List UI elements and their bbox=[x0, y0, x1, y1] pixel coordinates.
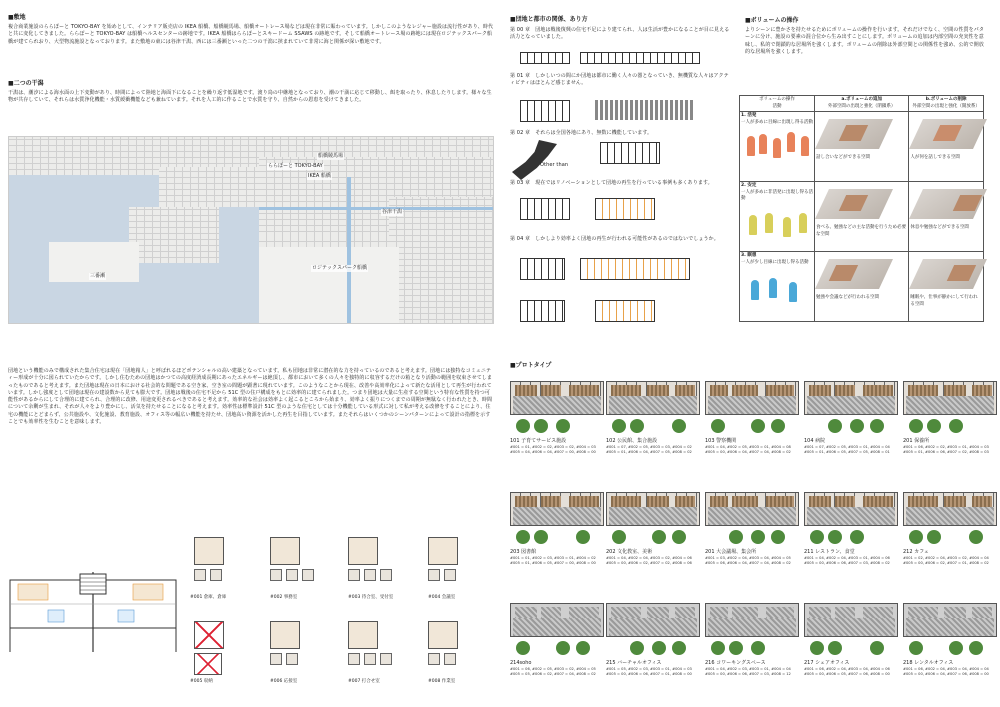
proto-name: 216 コワーキングスペース bbox=[705, 660, 766, 666]
proto-trees bbox=[804, 526, 898, 548]
vol-row-b: 人が何を話しできる空間 bbox=[910, 155, 960, 161]
room-catalog bbox=[190, 535, 490, 700]
room-label: #005 収納 bbox=[190, 679, 213, 684]
vol-row-desc: 一人が多めに非活発に出現し得る活動 bbox=[741, 189, 813, 202]
proto-card[interactable] bbox=[903, 603, 997, 677]
proto-card[interactable] bbox=[510, 381, 604, 455]
proto-name: 103 警察機関 bbox=[705, 438, 737, 444]
diagram-00-b bbox=[580, 52, 700, 64]
chapter-02: 第 02 章 それらは全国各地にあり、無数に機能しています。 bbox=[510, 130, 653, 136]
tidal-heading: ■二つの干潟 bbox=[8, 80, 44, 87]
proto-plan bbox=[903, 381, 997, 415]
site-body: 複合商業施設のららぽーと TOKYO-BAY を始めとして、インテリア販売店の IKEA 船橋、船橋競馬場、船橋オートレース場などは現在非常に賑わっています。しかしこのようなレジャー施設は流行性があり、時代と共に変化してきました。ららぽーと TOKYO-BAY は船橋ヘルスセンターの跡地です。IKEA 船橋はららぽーとスキードーム SSAWS の跡地です。そして船橋オートレース場の跡地には現在ロジテックスパーク船橋が建てられおり、大型物流施設となっております。また敷地の東には谷津干潟、西には三番瀬といった二つの干潟に挟まれていて非常に海と関係が深い敷地です。 bbox=[8, 24, 494, 45]
chapter-01: 第 01 章 しかしいつの間にか団地は都市に働く人々の器となっていき、無機質な人々はアクティビティはほとんど感じません。 bbox=[510, 73, 729, 87]
proto-card[interactable] bbox=[705, 381, 799, 455]
vol-row-desc: 一人が少し目線に出現し得る活動 bbox=[741, 259, 809, 265]
proto-name: 203 図書館 bbox=[510, 549, 537, 555]
proto-card[interactable] bbox=[705, 603, 799, 677]
proto-plan bbox=[705, 381, 799, 415]
proto-plan bbox=[510, 603, 604, 637]
proto-plan bbox=[510, 381, 604, 415]
vol-row-name: 2. 安定 bbox=[741, 183, 757, 189]
proto-trees bbox=[804, 415, 898, 437]
proto-name: 215 バーチャルオフィス bbox=[606, 660, 662, 666]
chapter-03: 第 03 章 現在ではリノベーションとして団地の再生を行っている事例も多くあります。 bbox=[510, 180, 713, 186]
map-label-racecourse: 船橋競馬場 bbox=[318, 153, 344, 159]
volume-table bbox=[739, 95, 984, 322]
vol-row-a: 勉強や会議などが行われる空間 bbox=[816, 295, 879, 301]
proto-meta: #001 = 04, #002 = 03, #003 = 01, #004 = 04 #005 = 00, #006 = 06, #007 = 03, #008 = 12 bbox=[705, 667, 791, 676]
vol-row-name: 3. 瞑想 bbox=[741, 253, 757, 259]
proto-name: 217 シェアオフィス bbox=[804, 660, 850, 666]
vol-head-activity: 活動 bbox=[772, 103, 782, 109]
proto-trees bbox=[510, 637, 604, 659]
proto-trees bbox=[705, 415, 799, 437]
vol-row-a: 食べる、勉強などの主な活動を行うため必要な空間 bbox=[816, 225, 906, 237]
room-label: #008 作業室 bbox=[428, 679, 456, 684]
proto-trees bbox=[606, 637, 700, 659]
proto-name: 218 レンタルオフィス bbox=[903, 660, 954, 666]
proto-card[interactable] bbox=[804, 603, 898, 677]
site-heading: ■敷地 bbox=[8, 14, 26, 21]
proto-meta: #001 = 01, #002 = 03, #003 = 01, #004 = 02 #005 = 01, #006 = 05, #007 = 00, #008 = 00 bbox=[510, 556, 596, 565]
vol-row-2 bbox=[740, 182, 984, 252]
diagram-03-b bbox=[595, 198, 655, 220]
room-label: #002 事務室 bbox=[270, 595, 298, 600]
danchi-body: 団地という機能のみで構成された集合住宅は現在「団地箱人」と呼ばれるほどポテンシャルの高い建築となっています。私も団地は非常に潜在的な力を持っているのであると考えます。団地には独特なコミュニティー形成が十分に図られていたからです。しかし住むための団地はかつての高度経済成長期にあったエネルギーは絶頂し、都市において多くの人々を独特的に収容するだけの箱となり活動の範囲を収束させてしまったものであると考えます。また団地は現在の日本における社会的な問題である空き家、空き室の問題が顕著に現れています。このようなことから現在、改善や高効率化によって新たな活用として再生が行われています。しかし強度として団地は現在の建設数から見ても膨大です。団地は戦後の住宅不足から 51C 型の住戸構成をもとに効率的に建てられました。つまり団地は大量に生産する空間という特有な性質を持つ可能性があるからにして合理的に建てられ、合理的に改修、用途変更されるべきであると考えます。効率的な社会は効率よく起こるところから始まり、効率よく振りにつくまでの周期が無駄なく行われたとき、時間について余剰が生まれ、それが人々をより豊かにし、活気を持たせることになると考えます。効率性は標準設計 51C 型のような住宅としては十分機能している形式に対して私が考える改修をすることにより、住宅の機能にとどまらず、公共施設や、文化施設、教育施設、オフィス等の幅広い機能を持たせ、団地高い資源を活かした再生を目指しています。またそれらはいくつかのシーンパターンによって設計の指標を示すことでも効率性を生むことを意味します。 bbox=[8, 368, 493, 425]
proto-trees bbox=[804, 637, 898, 659]
proto-card[interactable] bbox=[510, 492, 604, 566]
diagram-01-a bbox=[520, 100, 570, 122]
proto-name: 101 子育てサービス施設 bbox=[510, 438, 567, 444]
proto-trees bbox=[510, 415, 604, 437]
volume-heading: ■ボリュームの操作 bbox=[745, 17, 799, 24]
proto-trees bbox=[606, 415, 700, 437]
proto-trees bbox=[705, 526, 799, 548]
vol-row-b: 休息や勉強などができる空間 bbox=[910, 225, 969, 231]
diagram-04-a bbox=[520, 258, 565, 280]
vol-row-1 bbox=[740, 112, 984, 182]
vol-row-b: 睡眠や、仕事が静かにして行われる空間 bbox=[910, 295, 978, 307]
diagram-04-b bbox=[580, 258, 690, 280]
chapter-04: 第 04 章 しかしより効率よく団地の再生が行われる可能性があるのではないでしょうか。 bbox=[510, 236, 719, 242]
room-label: #003 待合室、受付室 bbox=[348, 595, 394, 600]
proto-card[interactable] bbox=[804, 492, 898, 566]
proto-trees bbox=[705, 637, 799, 659]
proto-meta: #001 = 03, #002 = 04, #003 = 04, #004 = 05 #005 = 06, #006 = 04, #007 = 04, #008 = 02 bbox=[705, 556, 791, 565]
proto-plan bbox=[903, 492, 997, 526]
proto-meta: #001 = 02, #002 = 04, #003 = 02, #004 = 04 #005 = 00, #006 = 02, #007 = 01, #008 = 02 bbox=[903, 556, 989, 565]
room-label: #006 応接室 bbox=[270, 679, 298, 684]
vol-row-a: 話し合いなどができる空間 bbox=[816, 155, 870, 161]
tidal-body: 干潟は、潮汐による海水面の上下変動があり、時間によって陸地と海面下になることを繰り返す低湿地です。渡り鳥の中継地となっており、潮の干満に応じて移動し、餌を取ったり、休息したりします。様々な生物が共存していて、それらは水質浄化機能・水質緩衝機能なども兼ねています。それを人工的に作ることで水質を守り、自然からの恩恵を受けてきました。 bbox=[8, 90, 492, 104]
proto-trees bbox=[903, 415, 997, 437]
proto-plan bbox=[804, 381, 898, 415]
proto-card[interactable] bbox=[510, 603, 604, 677]
chapter-00: 第 00 章 団地は戦後復興の住宅不足により建てられ、人は生活が豊かになることが目に見える活力となっていました。 bbox=[510, 27, 730, 41]
diagram-03-a bbox=[520, 198, 570, 220]
proto-plan bbox=[804, 603, 898, 637]
proto-card[interactable] bbox=[903, 381, 997, 455]
vol-head-del: b.ボリュームの削除 bbox=[925, 97, 967, 102]
floor-plan bbox=[8, 570, 178, 655]
diagram-00-a bbox=[520, 52, 570, 64]
proto-name: 202 文化教室、美術 bbox=[606, 549, 653, 555]
map-annotation: Other than bbox=[540, 162, 569, 168]
diagram-04-c bbox=[520, 300, 565, 322]
proto-meta: #001 = 07, #002 = 05, #003 = 01, #004 = 04 #005 = 01, #006 = 05, #007 = 05, #008 = 01 bbox=[804, 445, 890, 454]
diagram-01-skyline bbox=[595, 100, 695, 120]
proto-card[interactable] bbox=[903, 492, 997, 566]
vol-row-3 bbox=[740, 252, 984, 322]
proto-name: 211 レストラン、食堂 bbox=[804, 549, 855, 555]
proto-plan bbox=[510, 492, 604, 526]
proto-card[interactable] bbox=[804, 381, 898, 455]
proto-name: 212 カフェ bbox=[903, 549, 929, 555]
proto-plan bbox=[804, 492, 898, 526]
proto-card[interactable] bbox=[705, 492, 799, 566]
proto-meta: #001 = 06, #002 = 05, #003 = 02, #004 = 05 #005 = 05, #006 = 02, #007 = 04, #008 = 02 bbox=[510, 667, 596, 676]
proto-trees bbox=[606, 526, 700, 548]
proto-plan bbox=[606, 381, 700, 415]
proto-plan bbox=[903, 603, 997, 637]
proto-plan bbox=[606, 492, 700, 526]
proto-meta: #001 = 06, #002 = 04, #003 = 04, #004 = 04 #005 = 00, #006 = 04, #007 = 06, #008 = 00 bbox=[903, 667, 989, 676]
site-map bbox=[8, 136, 494, 324]
proto-meta: #001 = 06, #002 = 04, #003 = 04, #004 = 06 #005 = 00, #006 = 05, #007 = 06, #008 = 00 bbox=[804, 667, 890, 676]
proto-name: 214soho bbox=[510, 660, 532, 666]
relation-heading: ■団地と都市の関係、あり方 bbox=[510, 16, 588, 23]
proto-card[interactable] bbox=[606, 492, 700, 566]
room-label: #001 倉庫、倉庫 bbox=[190, 595, 227, 600]
diagram-04-d bbox=[595, 300, 655, 322]
proto-meta: #001 = 07, #002 = 05, #003 = 03, #004 = 02 #005 = 01, #006 = 04, #007 = 05, #008 = 02 bbox=[606, 445, 692, 454]
proto-trees bbox=[903, 526, 997, 548]
proto-meta: #001 = 04, #002 = 04, #003 = 02, #004 = 06 #005 = 00, #006 = 02, #007 = 02, #008 = 06 bbox=[606, 556, 692, 565]
vol-row-desc: 一人が多めに目線に出現し得る活動 bbox=[741, 119, 813, 125]
vol-head-op: ボリュームの操作 bbox=[759, 97, 795, 102]
diagram-02 bbox=[600, 142, 660, 164]
proto-meta: #001 = 04, #002 = 04, #003 = 01, #004 = 06 #005 = 00, #006 = 06, #007 = 03, #008 = 02 bbox=[804, 556, 890, 565]
vol-head-add-sub: 外部空間の出現と強化（閉鎖系） bbox=[827, 103, 896, 109]
proto-name: 201 大会議場、集会所 bbox=[705, 549, 757, 555]
room-label: #004 会議室 bbox=[428, 595, 456, 600]
volume-body: よりシーンに豊かさを持たせるためにボリュームの操作を行います。それだけでなく、空間の性質をパターンに分け、施設の要素の混合位から生み出すことにします。ボリュームの追加は内部空間の充実性を意味し、私的で閉鎖的な居場所を強くします。ボリュームの削除は外部空間との関係性を強め、公的で開放的な居場所を強くします。 bbox=[745, 27, 984, 55]
map-label-ikea: IKEA 船橋 bbox=[308, 173, 331, 179]
proto-trees bbox=[903, 637, 997, 659]
map-label-sanbanze: 三番瀬 bbox=[90, 273, 106, 279]
proto-plan bbox=[705, 492, 799, 526]
vol-row-name: 1. 活発 bbox=[741, 113, 757, 119]
proto-meta: #001 = 04, #002 = 05, #003 = 01, #004 = 08 #005 = 00, #006 = 04, #007 = 04, #008 = 02 bbox=[705, 445, 791, 454]
proto-meta: #001 = 06, #002 = 02, #003 = 01, #004 = 03 #005 = 01, #006 = 06, #007 = 02, #008 = 03 bbox=[903, 445, 989, 454]
proto-plan bbox=[606, 603, 700, 637]
room-label: #007 打合せ室 bbox=[348, 679, 380, 684]
japan-map bbox=[512, 140, 557, 180]
proto-meta: #001 = 01, #002 = 02, #003 = 02, #004 = 03 #005 = 04, #006 = 04, #007 = 00, #008 = 00 bbox=[510, 445, 596, 454]
proto-card[interactable] bbox=[606, 381, 700, 455]
vol-head-add: a.ボリュームの追加 bbox=[841, 97, 882, 102]
proto-meta: #001 = 05, #002 = 03, #003 = 01, #004 = 03 #005 = 00, #006 = 06, #007 = 01, #008 = 00 bbox=[606, 667, 692, 676]
map-label-yatsu: 谷津干潟 bbox=[382, 209, 403, 215]
proto-heading: ■プロトタイプ bbox=[510, 362, 552, 369]
proto-trees bbox=[510, 526, 604, 548]
proto-name: 201 保養所 bbox=[903, 438, 930, 444]
vol-head-del-sub: 外部空間の出現と強化（開放系） bbox=[912, 103, 980, 109]
proto-card[interactable] bbox=[606, 603, 700, 677]
map-label-logitech: ロジテックスパーク船橋 bbox=[312, 265, 367, 271]
proto-plan bbox=[705, 603, 799, 637]
map-label-lalaport: ららぽーと TOKYO-BAY bbox=[268, 163, 323, 169]
proto-name: 102 公民館、集合施設 bbox=[606, 438, 658, 444]
proto-name: 104 病院 bbox=[804, 438, 826, 444]
